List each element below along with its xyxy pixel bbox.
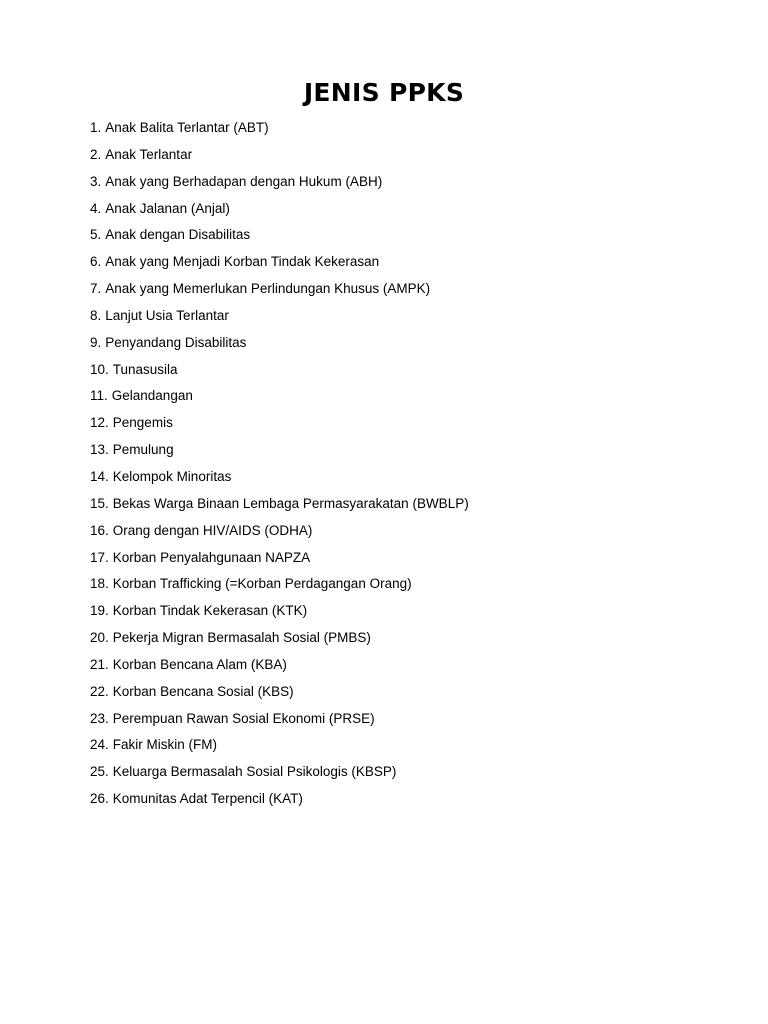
list-item-text: Kelompok Minoritas	[112, 468, 232, 484]
list-item-number: 16.	[90, 522, 109, 538]
list-item	[90, 600, 469, 627]
list-item-text: Penyandang Disabilitas	[105, 334, 247, 350]
list-item-number: 17.	[90, 549, 109, 565]
list-item	[90, 144, 469, 171]
list-item	[90, 439, 469, 466]
list-item-number: 24.	[90, 737, 109, 753]
list-item	[90, 573, 469, 600]
list-item	[90, 708, 469, 735]
list-item-text: Anak yang Memerlukan Perlindungan Khusus (AMPK)	[105, 281, 431, 297]
list-item-text: Keluarga Bermasalah Sosial Psikologis (KBSP)	[112, 764, 397, 780]
list-item	[90, 305, 469, 332]
list-item-text: Anak yang Menjadi Korban Tindak Kekerasan	[105, 254, 380, 270]
list-item-number: 21.	[90, 656, 109, 672]
list-item-number: 9.	[90, 334, 102, 350]
list-item-text: Korban Trafficking (=Korban Perdagangan Orang)	[112, 576, 412, 592]
list-item	[90, 198, 469, 225]
list-item-text: Lanjut Usia Terlantar	[105, 307, 229, 323]
list-item	[90, 251, 469, 278]
list-item-number: 13.	[90, 442, 109, 458]
list-item-number: 26.	[90, 791, 109, 807]
list-item	[90, 627, 469, 654]
list-item-number: 8.	[90, 307, 102, 323]
list-item-number: 23.	[90, 710, 109, 726]
list-item-number: 25.	[90, 764, 109, 780]
list-item	[90, 466, 469, 493]
list-item-number: 18.	[90, 576, 109, 592]
list-item-text: Anak yang Berhadapan dengan Hukum (ABH)	[105, 173, 383, 189]
list-item	[90, 734, 469, 761]
list-item-text: Komunitas Adat Terpencil (KAT)	[112, 791, 303, 807]
list-item-text: Korban Penyalahgunaan NAPZA	[112, 549, 311, 565]
list-item-text: Anak Jalanan (Anjal)	[105, 200, 230, 216]
list-item-number: 4.	[90, 200, 102, 216]
list-item-text: Korban Bencana Alam (KBA)	[112, 656, 287, 672]
list-item-number: 12.	[90, 415, 109, 431]
list-item	[90, 547, 469, 574]
list-item-text: Tunasusila	[112, 361, 178, 377]
list-item	[90, 278, 469, 305]
list-item-number: 19.	[90, 603, 109, 619]
list-item-number: 20.	[90, 630, 109, 646]
list-item-number: 3.	[90, 173, 102, 189]
list-item	[90, 117, 469, 144]
list-item-text: Bekas Warga Binaan Lembaga Permasyarakatan (BWBLP)	[112, 495, 469, 511]
ppks-list	[90, 117, 469, 815]
list-item-number: 11.	[90, 388, 108, 404]
list-item	[90, 761, 469, 788]
list-item-text: Pengemis	[112, 415, 173, 431]
list-item	[90, 788, 469, 815]
list-item-number: 5.	[90, 227, 102, 243]
list-item-text: Anak dengan Disabilitas	[105, 227, 251, 243]
list-item-number: 10.	[90, 361, 109, 377]
list-item-text: Anak Balita Terlantar (ABT)	[105, 120, 269, 135]
list-item	[90, 171, 469, 198]
list-item-number: 2.	[90, 146, 102, 162]
list-item-text: Perempuan Rawan Sosial Ekonomi (PRSE)	[112, 710, 375, 726]
list-item	[90, 520, 469, 547]
list-item	[90, 654, 469, 681]
list-item	[90, 332, 469, 359]
list-item	[90, 493, 469, 520]
list-item-text: Gelandangan	[111, 388, 193, 404]
list-item-number: 1.	[90, 120, 102, 135]
list-item	[90, 224, 469, 251]
list-item	[90, 385, 469, 412]
list-item-text: Pekerja Migran Bermasalah Sosial (PMBS)	[112, 630, 371, 646]
list-item-text: Fakir Miskin (FM)	[112, 737, 218, 753]
list-item-text: Korban Bencana Sosial (KBS)	[112, 683, 294, 699]
list-item-number: 6.	[90, 254, 102, 270]
list-item-text: Korban Tindak Kekerasan (KTK)	[112, 603, 308, 619]
list-item-number: 22.	[90, 683, 109, 699]
list-item-number: 14.	[90, 468, 109, 484]
list-item-text: Pemulung	[112, 442, 174, 458]
list-item	[90, 359, 469, 386]
list-item-text: Anak Terlantar	[105, 146, 193, 162]
list-item-number: 7.	[90, 281, 102, 297]
list-item-number: 15.	[90, 495, 109, 511]
list-item	[90, 681, 469, 708]
list-item-text: Orang dengan HIV/AIDS (ODHA)	[112, 522, 313, 538]
page-title: JENIS PPKS	[303, 78, 465, 107]
list-item	[90, 412, 469, 439]
